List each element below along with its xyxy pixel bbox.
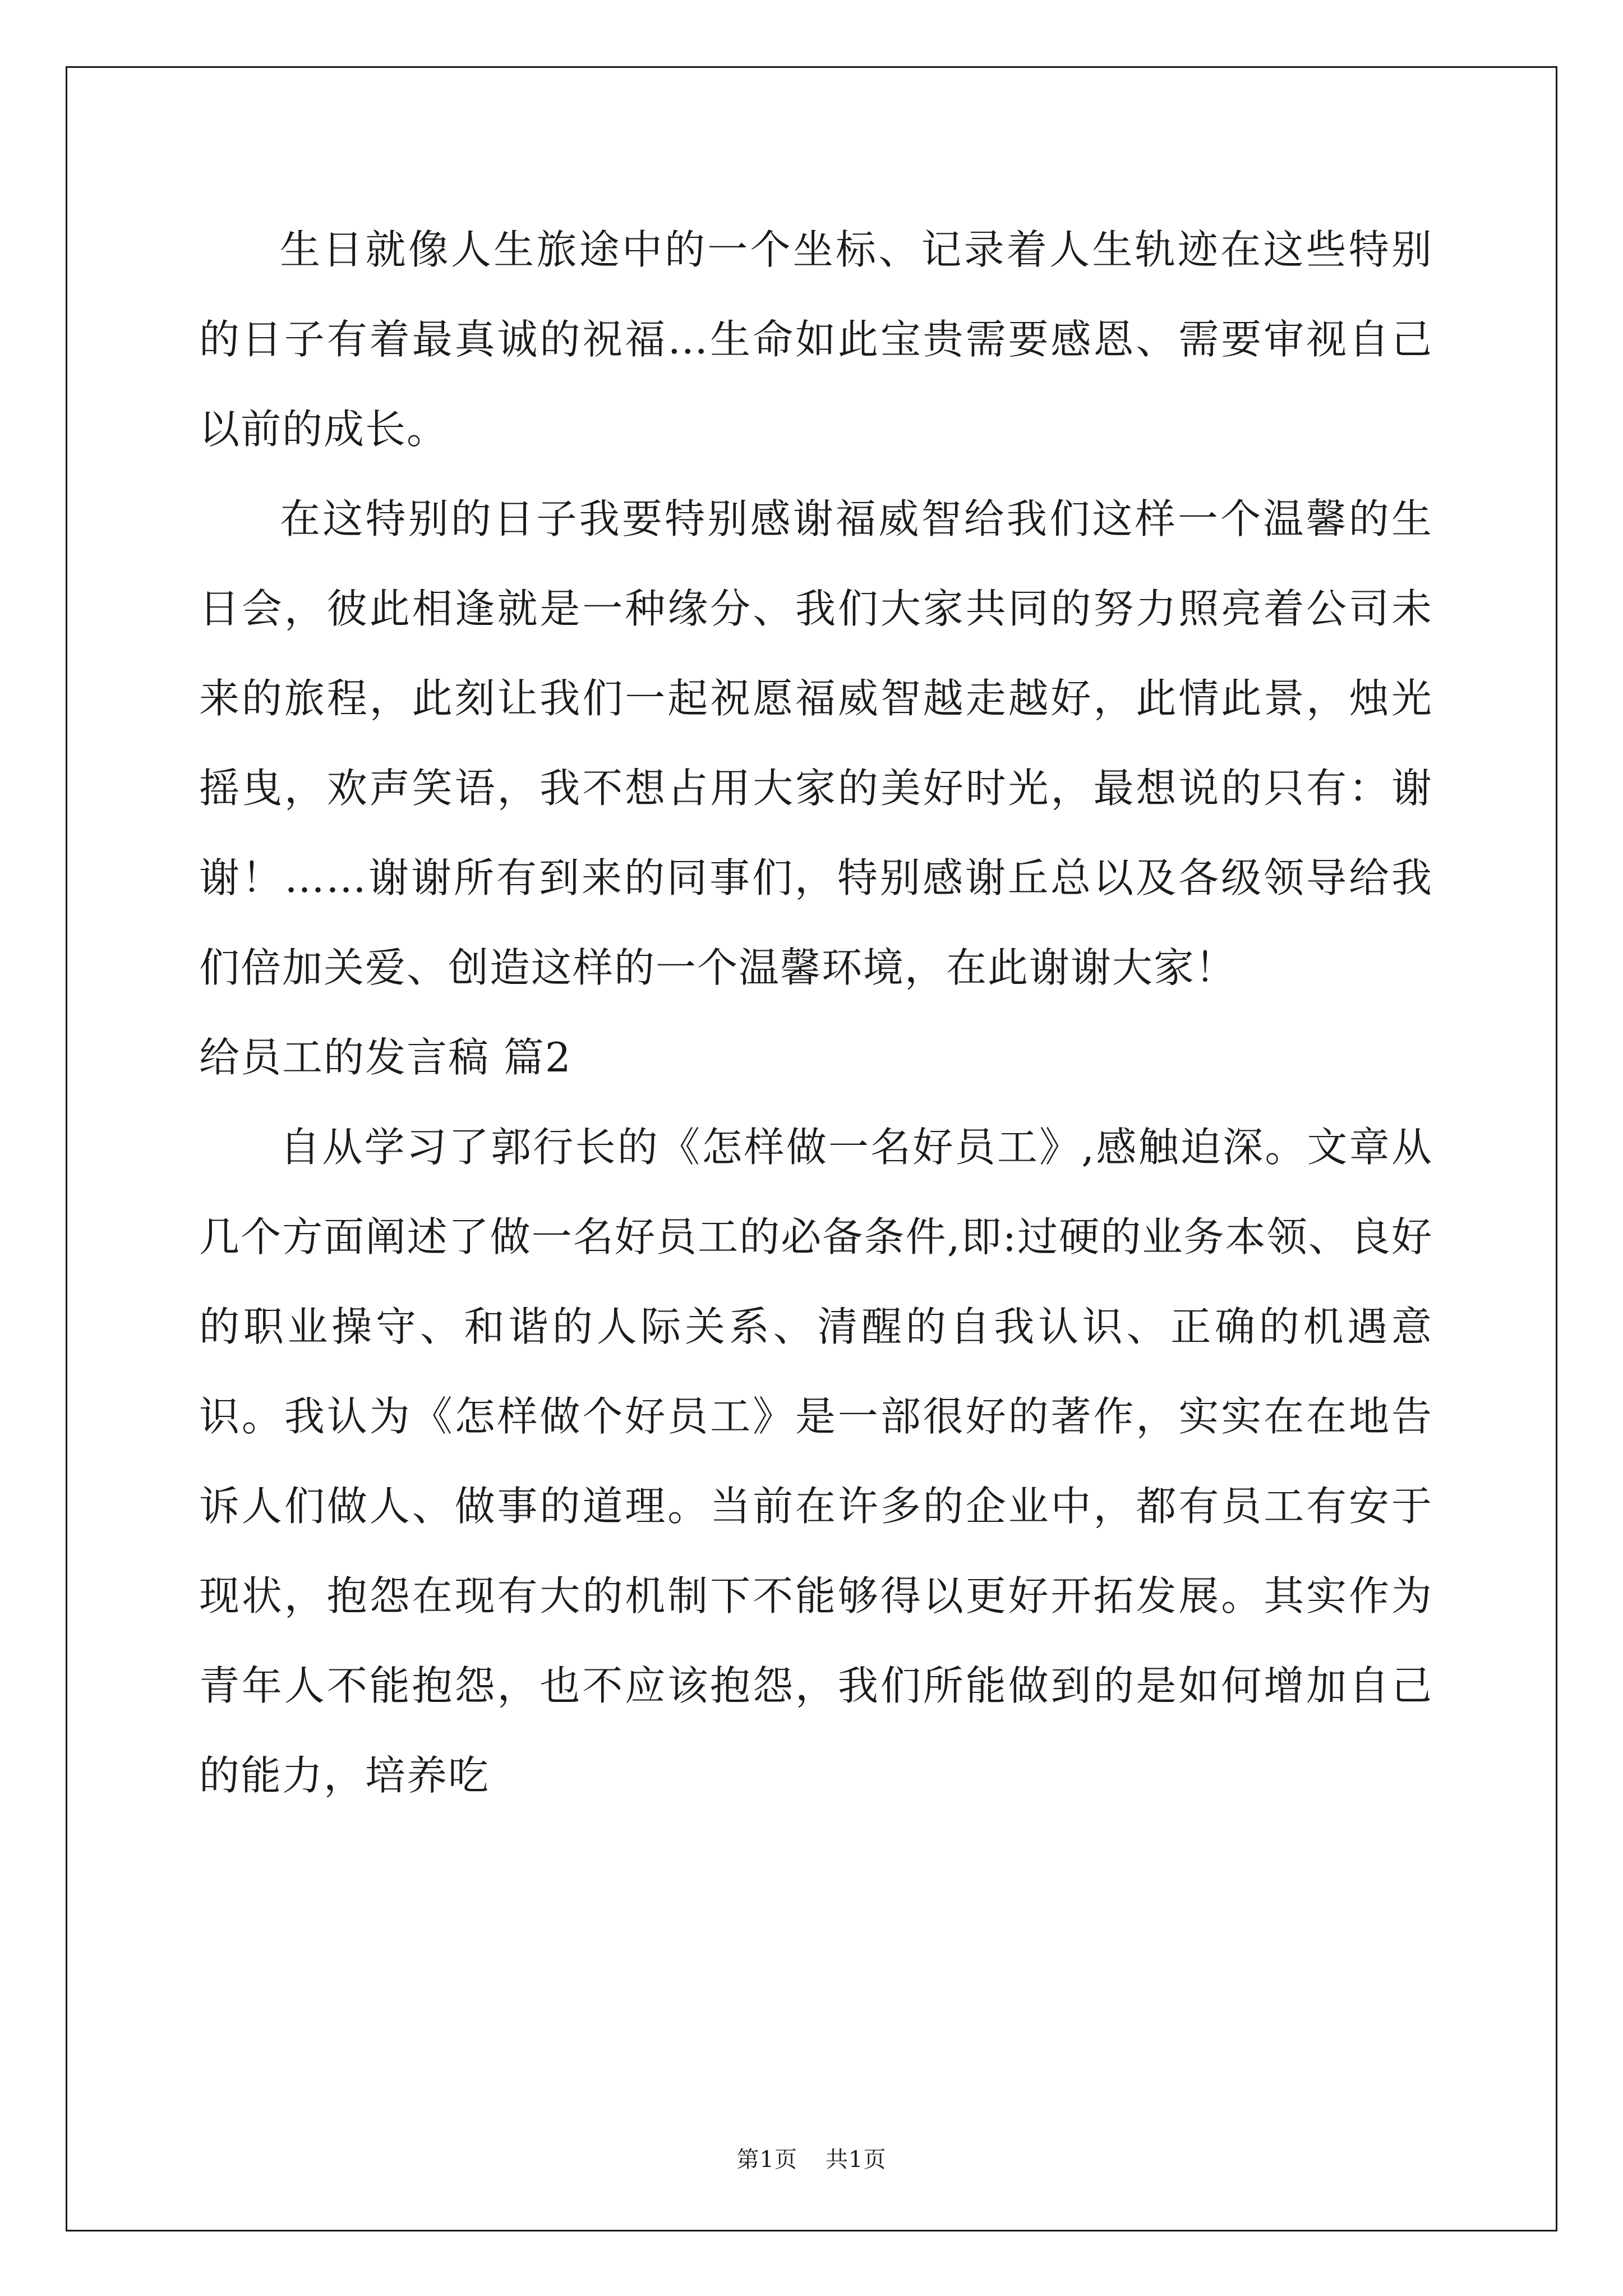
paragraph-thanks: 在这特别的日子我要特别感谢福威智给我们这样一个温馨的生日会，彼此相逢就是一种缘分、我们大家共同的努力照亮着公司未来的旅程，此刻让我们一起祝愿福威智越走越好，此情此景，烛光摇曳，欢声笑语，我不想占用大家的美好时光，最想说的只有：谢谢！……谢谢所有到来的同事们，特别感谢丘总以及各级领导给我们倍加关爱、创造这样的一个温馨环境，在此谢谢大家！: [199, 495, 1433, 991]
paragraph-good-employee: 自从学习了郭行长的《怎样做一名好员工》,感触迫深。文章从几个方面阐述了做一名好员工的必备条件,即:过硬的业务本领、良好的职业操守、和谐的人际关系、清醒的自我认识、正确的机遇意识。我认为《怎样做个好员工》是一部很好的著作，实实在在地告诉人们做人、做事的道理。当前在许多的企业中，都有员工有安于现状，抱怨在现有大的机制下不能够得以更好开拓发展。其实作为青年人不能抱怨，也不应该抱怨，我们所能做到的是如何增加自己的能力，培养吃: [199, 1124, 1433, 1799]
document-body: [199, 205, 1433, 1820]
page-footer: [0, 2142, 1623, 2174]
paragraph-birthday-intro: 生日就像人生旅途中的一个坐标、记录着人生轨迹在这些特别的日子有着最真诚的祝福…生命如此宝贵需要感恩、需要审视自己以前的成长。: [199, 226, 1433, 453]
page-number: 第1页: [736, 2147, 797, 2173]
page-total: 共1页: [826, 2147, 887, 2173]
section-heading: 给员工的发言稿 篇2: [199, 1034, 572, 1081]
